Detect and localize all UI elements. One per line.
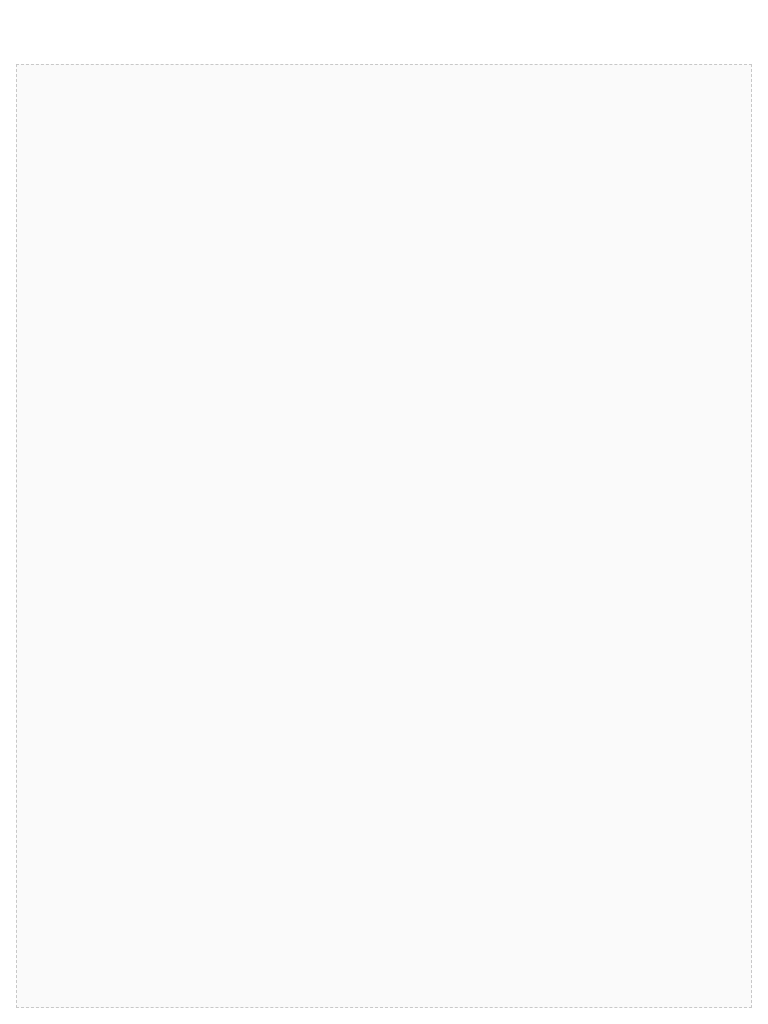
content-area xyxy=(0,48,768,1024)
page-title xyxy=(0,0,768,48)
content-placeholder xyxy=(16,64,752,1008)
